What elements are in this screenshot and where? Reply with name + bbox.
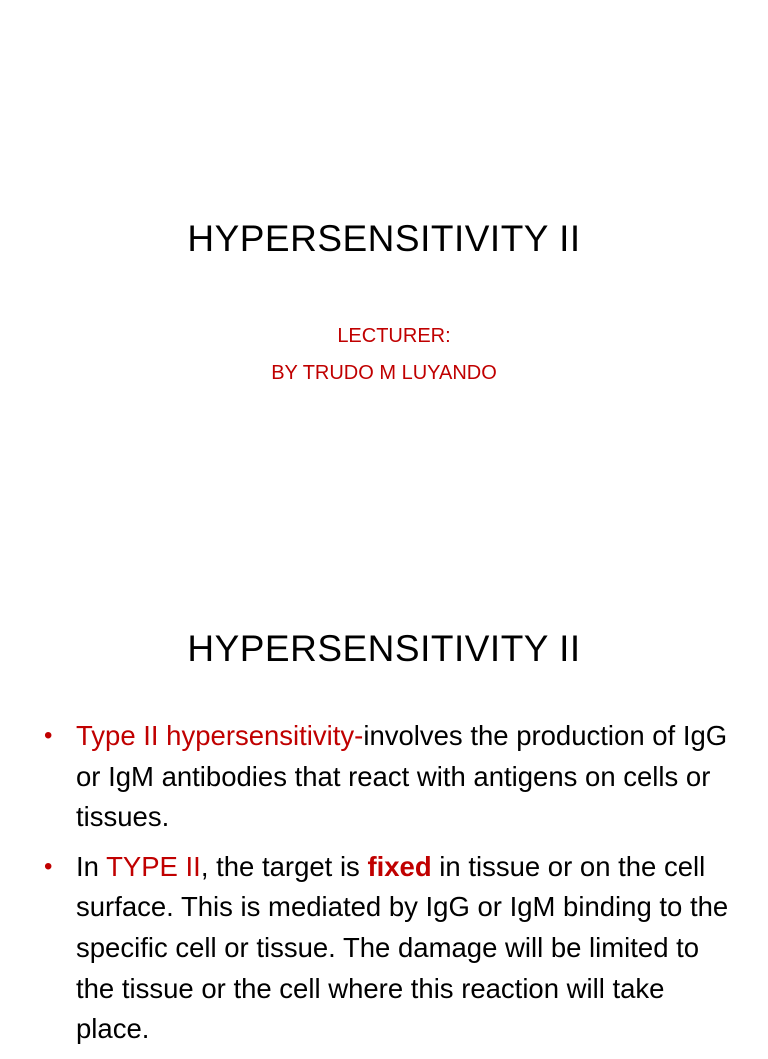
- slide-title: HYPERSENSITIVITY II: [187, 628, 581, 669]
- lecturer-name: BY TRUDO M LUYANDO: [271, 362, 497, 384]
- lecturer-block: [0, 318, 768, 392]
- bullet-middle: , the target is: [200, 850, 368, 882]
- bullet-icon: •: [44, 722, 53, 749]
- bullet-list: [44, 716, 734, 1059]
- bullet-text: in tissue or on the cell surface. This is mediated by IgG or IgM binding to the specific cell or tissue. The damage will be limited to the tissue or the cell where this reaction will take place.: [76, 850, 729, 1045]
- bullet-item: [44, 847, 734, 1050]
- bullet-icon: •: [44, 852, 53, 880]
- slide-title: HYPERSENSITIVITY II: [187, 218, 581, 259]
- bullet-term: Type II hypersensitivity-: [76, 720, 364, 751]
- bullet-prefix: In: [76, 850, 107, 882]
- bullet-emphasis: fixed: [367, 850, 432, 882]
- lecturer-label: LECTURER:: [337, 325, 451, 347]
- bullet-item: [44, 716, 734, 838]
- bullet-term: TYPE II: [106, 850, 201, 882]
- content-slide: [0, 576, 768, 1045]
- bullet-text: involves the production of IgG or IgM antibodies that react with antigens on cells or tissues.: [76, 720, 728, 833]
